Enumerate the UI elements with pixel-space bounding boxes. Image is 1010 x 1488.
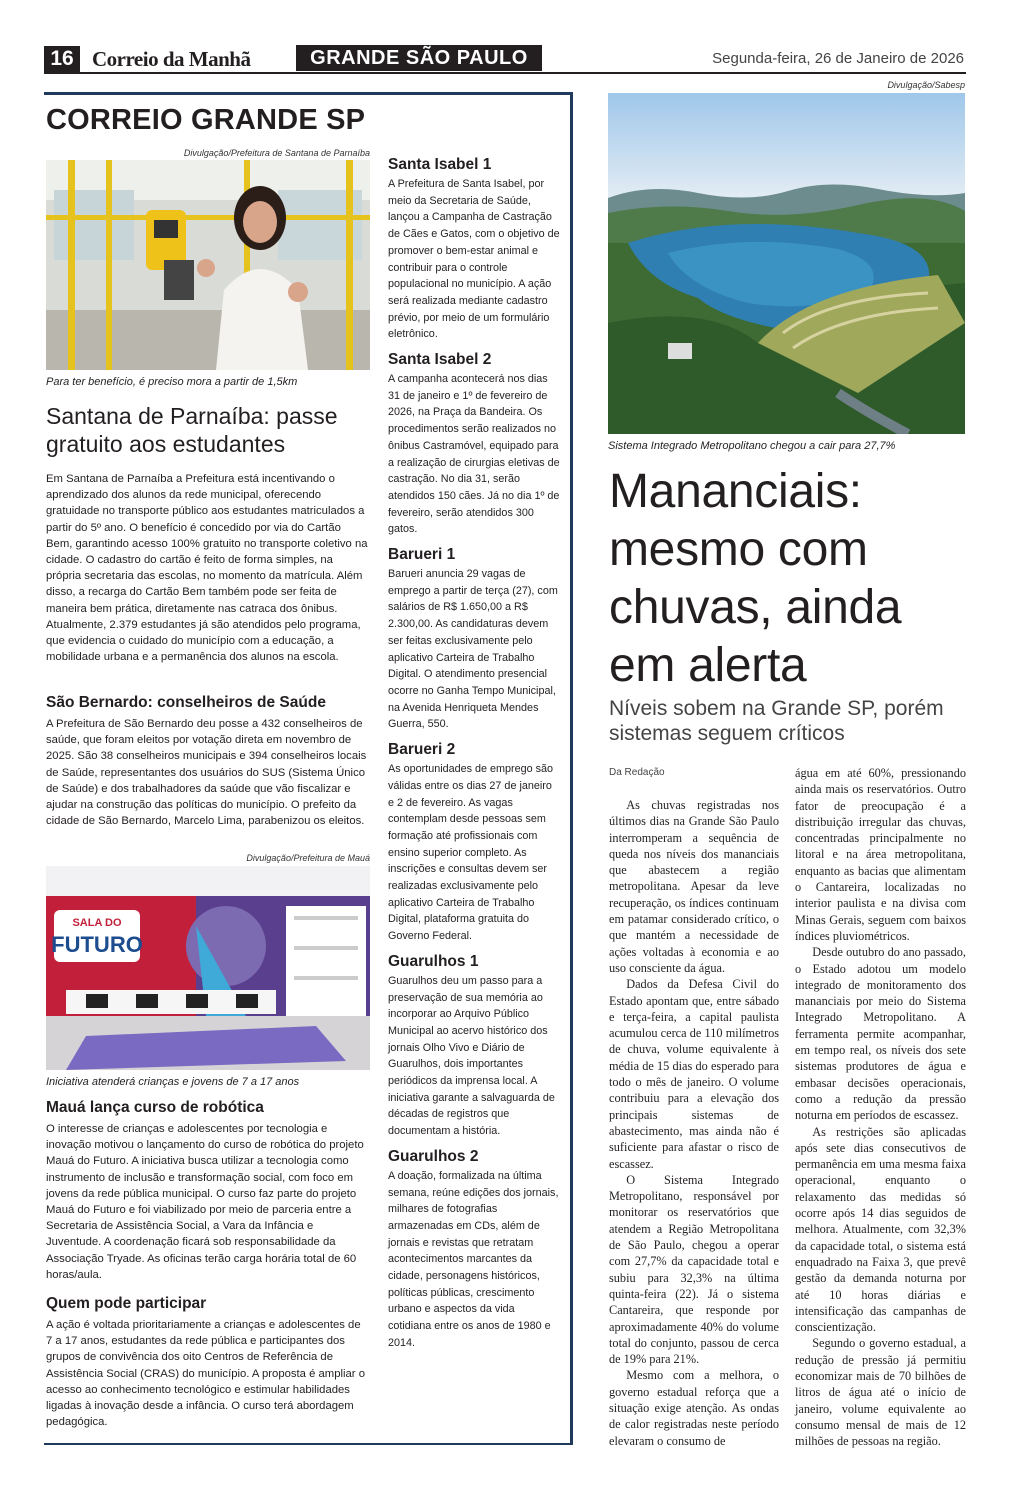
note-title: Barueri 1 [388,546,456,564]
story-body: Em Santana de Parnaíba a Prefeitura está incentivando o aprendizado dos alunos da rede municipal, oferecendo gratuidade no transporte público aos estudantes matriculados a partir do 5º ano. O benefício é concedido por via do Cartão Bem, garantindo acesso 100% gratuito no transporte coletivo na cidade. O cadastro do cartão é feito de forma simples, na própria secretaria das escolas, no momento da matrícula. Além disso, a recarga do Cartão Bem também pode ser feita de maneira bem prática, diretamente nas catraca dos ônibus. Atualmente, 2.379 estudantes já são atendidos pelo programa, que evidencia o cuidado do município com a educação, a mobilidade urbana e a permanência dos alunos na escola. [46,473,368,664]
issue-date: Segunda-feira, 26 de Janeiro de 2026 [712,50,964,67]
story-title: Santana de Parnaíba: passe gratuito aos estudantes [46,403,338,457]
note [388,953,560,1140]
main-column-2 [795,765,966,1449]
main-subheadline: Níveis sobem na Grande SP, porém sistemas seguem críticos [609,697,944,745]
header-rule [44,72,966,74]
column-divider [570,92,573,1444]
column-bottom-rule [44,1443,573,1445]
note [388,156,560,343]
note-body: As oportunidades de emprego são válidas entre os dias 27 de janeiro e 2 de fevereiro. As vagas contemplam desde pessoas sem formação até profissionais com ensino superior completo. As inscrições e consultas devem ser realizadas exclusivamente pelo aplicativo Carteira de Trabalho Digital, plataforma gratuita do Governo Federal. [388,763,554,943]
paragraph: Dados da Defesa Civil do Estado apontam que, entre sábado e terça-feira, a capital paulista acumulou cerca de 110 milímetros de chuva, volume equivalente à média de 15 dias do esperado para todo o mês de janeiro. O volume contribuiu para a elevação dos principais sistemas de abastecimento, mas ainda não é suficiente para afastar o risco de escassez. [609,977,779,1171]
photo-caption: Sistema Integrado Metropolitano chegou a cair para 27,7% [608,440,896,452]
byline: Da Redação [609,767,665,778]
note [388,1148,560,1352]
paragraph: água em até 60%, pressionando ainda mais os reservatórios. Outro fator de preocupação é a distribuição irregular das chuvas, concentradas principalmente no litoral e na área metropolitana, enquanto as bacias que alimentam o Cantareira, localizadas no interior paulista e na divisa com Minas Gerais, seguem com baixos índices pluviométricos. [795,766,966,943]
paragraph: As chuvas registradas nos últimos dias na Grande São Paulo interromperam a sequência de queda nos níveis dos mananciais que abastecem a região metropolitana. Apesar da leve recuperação, os índices continuam em patamar considerado crítico, o que mantém a necessidade de ações voltadas à economia e ao uso consciente da água. [609,798,779,975]
note [388,741,560,945]
photo-credit: Divulgação/Sabesp [887,80,965,90]
story-body: A ação é voltada prioritariamente a crianças e adolescentes de 7 a 17 anos, estudantes da rede pública e participantes dos grupos de convivência dos oito Centros de Referência de Assistência Social (CRAS) do município. A proposta é ampliar o acesso ao conhecimento tecnológico e estimular habilidades ligadas à inovação desde a infância. O curso terá abordagem pedagógica. [46,1319,365,1429]
sign-text-bottom: FUTURO [51,932,143,957]
note-title: Santa Isabel 1 [388,156,492,173]
bus-photo [46,160,370,370]
note-body: A campanha acontecerá nos dias 31 de janeiro e 1º de fevereiro de 2026, na Praça da Bandeira. Os procedimentos serão realizados no ônibus Castramóvel, equipado para a realização de cirurgias eletivas de castração. No dia 31, serão atendidos 150 cães. Já no dia 1º de fevereiro, serão atendidos 300 gatos. [388,373,560,536]
photo-caption: Iniciativa atenderá crianças e jovens de 7 a 17 anos [46,1076,300,1088]
note-title: Guarulhos 2 [388,1147,479,1165]
note-title: Barueri 2 [388,741,456,759]
story-title: Mauá lança curso de robótica [46,1099,264,1116]
classroom-photo [46,866,370,1070]
note [388,351,560,538]
note-title: Guarulhos 1 [388,952,479,970]
story-body: A Prefeitura de São Bernardo deu posse a 432 conselheiros de saúde, que foram eleitos por votação direta em novembro de 2025. São 38 conselheiros municipais e 394 conselheiros locais de Saúde, representantes dos usuários do SUS (Sistema Único de Saúde) e dos trabalhadores da saúde que vão fiscalizar e ajudar na construção das políticas do município. O prefeito da cidade de São Bernardo, Marcelo Lima, parabenizou os eleitos. [46,718,367,828]
story-title: São Bernardo: conselheiros de Saúde [46,694,326,711]
paragraph: Mesmo com a melhora, o governo estadual reforça que a situação exige atenção. As ondas de calor registradas neste período elevaram o consumo de [609,1368,779,1448]
paragraph: Desde outubro do ano passado, o Estado adotou um modelo integrado de monitoramento dos mananciais por meio do Sistema Integrado Metropolitano. A ferramenta permite acompanhar, em tempo real, os níveis dos sete sistemas produtores de água e embasar decisões operacionais, como a redução da pressão noturna em períodos de escassez. [795,945,966,1123]
note-body: A Prefeitura de Santa Isabel, por meio da Secretaria de Saúde, lançou a Campanha de Castração de Cães e Gatos, com o objetivo de promover o bem-estar animal e contribuir para o controle populacional no município. A ação será realizada mediante cadastro prévio, por meio de um formulário eletrônico. [388,178,560,341]
note-body: Guarulhos deu um passo para a preservação de sua memória ao incorporar ao Arquivo Público Municipal ao acervo histórico dos jornais Olho Vivo e Diário de Guarulhos, dois importantes periódicos da imprensa local. A iniciativa garante a salvaguarda de décadas de registros que documentam a história. [388,974,555,1138]
note [388,546,560,733]
photo-credit: Divulgação/Prefeitura de Santana de Parnaíba [183,148,370,158]
paragraph: As restrições são aplicadas após sete dias consecutivos de permanência em uma mesma faixa operacional, enquanto o relaxamento das medidas só ocorre após 14 dias seguidos de melhora. Atualmente, com 32,3% da capacidade total, o sistema está enquadrado na Faixa 3, que prevê gestão da demanda noturna por até 10 horas diárias e intensificação das campanhas de conscientização. [795,1124,966,1335]
paragraph: O Sistema Integrado Metropolitano, responsável por monitorar os reservatórios que atendem a Região Metropolitana de São Paulo, chegou a operar com 27,7% da capacidade total e subiu para 32,3% na última quinta-feira (22). Já o sistema Cantareira, que responde por aproximadamente 40% do volume total do conjunto, passou de cerca de 19% para 21%. [609,1172,779,1367]
paragraph: Segundo o governo estadual, a redução de pressão já permitiu economizar mais de 70 bilhões de litros de água até o início de janeiro, volume equivalente ao consumo mensal de mais de 12 milhões de pessoas na região. [795,1336,966,1449]
page-number: 16 [44,46,80,72]
column-title: CORREIO GRANDE SP [46,104,366,136]
photo-caption: Para ter benefício, é preciso mora a partir de 1,5km [46,376,298,388]
newspaper-brand: Correio da Manhã [92,47,251,71]
note-body: Barueri anuncia 29 vagas de emprego a partir de terça (27), com salários de R$ 1.650,00 a R$ 2.300,00. As candidaturas devem ser feitas exclusivamente pelo aplicativo Carteira de Trabalho Digital. O atendimento presencial ocorre no Ganha Tempo Municipal, na Avenida Henriqueta Mendes Guerra, 550. [388,568,558,731]
story-body: O interesse de crianças e adolescentes por tecnologia e inovação motivou o lançamento do curso de robótica do projeto Mauá do Futuro. A iniciativa busca utilizar a tecnologia como instrumento de inclusão e transformação social, com foco em jovens da rede pública municipal. O curso faz parte do projeto Mauá do Futuro e foi viabilizado por meio de parceria entre a Secretaria de Assistência Social, a Vara da Infância e Juventude. A coordenação ficará sob responsabilidade da Associação Tryade. As oficinas terão carga horária total de 60 horas/aula. [46,1123,364,1281]
sub-title: Quem pode participar [46,1295,207,1312]
note-title: Santa Isabel 2 [388,351,492,369]
section-title: GRANDE SÃO PAULO [296,45,542,71]
sign-text-top: SALA DO [72,917,122,929]
reservoir-photo [608,93,965,434]
column-top-rule [44,92,570,95]
note-body: A doação, formalizada na última semana, reúne edições dos jornais, milhares de fotografias armazenadas em CDs, além de jornais e revistas que retratam acontecimentos marcantes da cidade, personagens históricos, políticas públicas, crescimento urbano e aspectos da vida cotidiana entre os anos de 1980 e 2014. [388,1169,559,1349]
main-column-1 [609,797,779,1449]
main-headline: Mananciais: mesmo com chuvas, ainda em alerta [609,465,902,692]
notes-column [388,156,560,1352]
photo-credit: Divulgação/Prefeitura de Mauá [246,853,370,863]
